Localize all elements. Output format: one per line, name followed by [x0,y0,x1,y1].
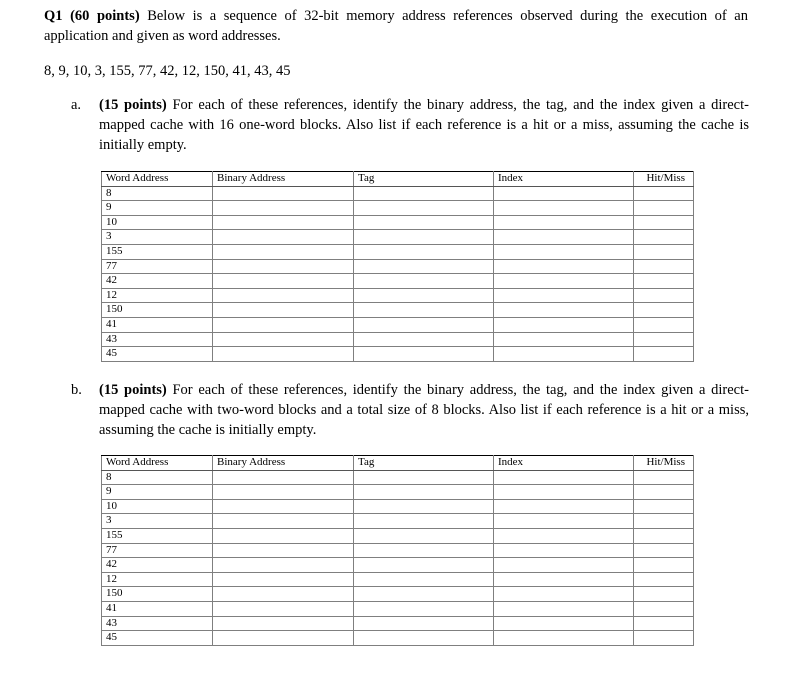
cell-index[interactable] [494,543,634,558]
cell-word-address: 10 [102,215,213,230]
cell-hit-miss[interactable] [634,572,694,587]
cell-index[interactable] [494,303,634,318]
cell-index[interactable] [494,230,634,245]
cell-word-address: 45 [102,631,213,646]
cell-tag[interactable] [354,631,494,646]
cell-index[interactable] [494,244,634,259]
table-row [102,587,694,602]
cell-tag[interactable] [354,201,494,216]
cell-binary-address[interactable] [213,332,354,347]
part-b-text [99,380,749,440]
cell-tag[interactable] [354,616,494,631]
table-row [102,244,694,259]
cell-word-address: 155 [102,528,213,543]
cell-tag[interactable] [354,230,494,245]
cell-word-address: 12 [102,572,213,587]
cell-hit-miss[interactable] [634,244,694,259]
header-word-address: Word Address [102,172,213,187]
cell-binary-address[interactable] [213,274,354,289]
cell-hit-miss[interactable] [634,514,694,529]
header-hit-miss: Hit/Miss [634,172,694,187]
cell-hit-miss[interactable] [634,616,694,631]
cell-binary-address[interactable] [213,201,354,216]
cell-word-address: 3 [102,514,213,529]
cell-binary-address[interactable] [213,347,354,362]
cache-table-a [101,171,694,362]
part-a-points: (15 points) [99,97,167,113]
cell-word-address: 9 [102,485,213,500]
cell-word-address: 77 [102,543,213,558]
cell-binary-address[interactable] [213,616,354,631]
cell-tag[interactable] [354,288,494,303]
cell-tag[interactable] [354,244,494,259]
cell-hit-miss[interactable] [634,601,694,616]
cell-index[interactable] [494,616,634,631]
cell-word-address: 42 [102,558,213,573]
part-a-description: For each of these references, identify the binary address, the tag, and the index given a direct-mapped cache with 16 one-word blocks. Also list if each reference is a hit or a miss, assuming the cache is initially empty. [99,97,749,153]
table-row [102,616,694,631]
part-a-text [99,95,749,155]
cell-word-address: 12 [102,288,213,303]
cell-word-address: 10 [102,499,213,514]
header-hit-miss: Hit/Miss [634,456,694,471]
cell-tag[interactable] [354,186,494,201]
cell-word-address: 155 [102,244,213,259]
cell-hit-miss[interactable] [634,543,694,558]
table-row [102,514,694,529]
part-b-description: For each of these references, identify the binary address, the tag, and the index given a direct-mapped cache with two-word blocks and a total size of 8 blocks. Also list if each reference is a hit or a miss, assuming the cache is initially empty. [99,382,749,438]
cell-tag[interactable] [354,470,494,485]
cell-word-address: 8 [102,470,213,485]
cell-binary-address[interactable] [213,543,354,558]
cell-binary-address[interactable] [213,259,354,274]
cell-hit-miss[interactable] [634,201,694,216]
cell-index[interactable] [494,514,634,529]
question-text: Below is a sequence of 32-bit memory address references observed during the execution of an application and given as word addresses. [44,8,748,44]
cell-hit-miss[interactable] [634,332,694,347]
cell-index[interactable] [494,587,634,602]
cell-word-address: 43 [102,332,213,347]
header-binary-address: Binary Address [213,172,354,187]
cell-hit-miss[interactable] [634,631,694,646]
cell-hit-miss[interactable] [634,274,694,289]
cell-hit-miss[interactable] [634,499,694,514]
cell-hit-miss[interactable] [634,259,694,274]
cell-word-address: 150 [102,587,213,602]
cell-binary-address[interactable] [213,470,354,485]
cell-binary-address[interactable] [213,514,354,529]
cell-tag[interactable] [354,303,494,318]
cell-hit-miss[interactable] [634,317,694,332]
cell-tag[interactable] [354,499,494,514]
table-row [102,332,694,347]
table-row [102,470,694,485]
cell-index[interactable] [494,499,634,514]
table-row [102,572,694,587]
cell-hit-miss[interactable] [634,528,694,543]
cell-binary-address[interactable] [213,601,354,616]
cell-binary-address[interactable] [213,558,354,573]
header-word-address: Word Address [102,456,213,471]
cell-binary-address[interactable] [213,186,354,201]
question-label: Q1 (60 points) [44,8,140,24]
cell-word-address: 43 [102,616,213,631]
cell-word-address: 41 [102,601,213,616]
cell-tag[interactable] [354,274,494,289]
table-row [102,543,694,558]
cell-binary-address[interactable] [213,499,354,514]
cell-binary-address[interactable] [213,303,354,318]
cell-index[interactable] [494,347,634,362]
table-row [102,317,694,332]
table-row [102,558,694,573]
table-row [102,528,694,543]
table-header-row [102,456,694,471]
cell-binary-address[interactable] [213,230,354,245]
cell-index[interactable] [494,317,634,332]
cell-index[interactable] [494,558,634,573]
cell-hit-miss[interactable] [634,186,694,201]
cell-binary-address[interactable] [213,215,354,230]
cell-tag[interactable] [354,215,494,230]
cell-tag[interactable] [354,332,494,347]
cell-binary-address[interactable] [213,528,354,543]
cell-index[interactable] [494,572,634,587]
table-row [102,215,694,230]
cell-hit-miss[interactable] [634,587,694,602]
question-prompt [44,6,748,46]
header-index: Index [494,456,634,471]
table-row [102,259,694,274]
cell-tag[interactable] [354,317,494,332]
cell-index[interactable] [494,186,634,201]
table-row [102,230,694,245]
cell-tag[interactable] [354,558,494,573]
cell-hit-miss[interactable] [634,485,694,500]
cell-index[interactable] [494,288,634,303]
cell-tag[interactable] [354,543,494,558]
cell-tag[interactable] [354,514,494,529]
table-row [102,186,694,201]
cell-binary-address[interactable] [213,244,354,259]
cell-word-address: 150 [102,303,213,318]
cell-index[interactable] [494,470,634,485]
table-header-row [102,172,694,187]
cell-tag[interactable] [354,259,494,274]
cell-index[interactable] [494,601,634,616]
address-sequence: 8, 9, 10, 3, 155, 77, 42, 12, 150, 41, 43, 45 [44,63,291,79]
cell-word-address: 42 [102,274,213,289]
cell-tag[interactable] [354,347,494,362]
table-row [102,288,694,303]
cell-index[interactable] [494,332,634,347]
table-row [102,347,694,362]
part-b-marker: b. [71,382,82,398]
cell-tag[interactable] [354,587,494,602]
table-row [102,201,694,216]
cell-word-address: 77 [102,259,213,274]
cell-index[interactable] [494,259,634,274]
cell-hit-miss[interactable] [634,215,694,230]
table-row [102,303,694,318]
header-tag: Tag [354,456,494,471]
cell-tag[interactable] [354,601,494,616]
cell-hit-miss[interactable] [634,470,694,485]
cell-binary-address[interactable] [213,587,354,602]
cell-binary-address[interactable] [213,485,354,500]
cell-index[interactable] [494,631,634,646]
header-binary-address: Binary Address [213,456,354,471]
part-a-marker: a. [71,97,82,113]
cell-index[interactable] [494,485,634,500]
cell-tag[interactable] [354,528,494,543]
part-b-points: (15 points) [99,382,167,398]
table-row [102,274,694,289]
cell-word-address: 41 [102,317,213,332]
cell-binary-address[interactable] [213,631,354,646]
table-row [102,631,694,646]
cache-table-b [101,455,694,646]
cell-word-address: 3 [102,230,213,245]
table-row [102,601,694,616]
cell-index[interactable] [494,528,634,543]
cell-hit-miss[interactable] [634,288,694,303]
cell-hit-miss[interactable] [634,230,694,245]
cell-hit-miss[interactable] [634,558,694,573]
table-row [102,499,694,514]
cell-tag[interactable] [354,485,494,500]
cell-binary-address[interactable] [213,288,354,303]
cell-binary-address[interactable] [213,572,354,587]
cell-hit-miss[interactable] [634,347,694,362]
header-index: Index [494,172,634,187]
cell-word-address: 9 [102,201,213,216]
cell-tag[interactable] [354,572,494,587]
cell-index[interactable] [494,274,634,289]
cell-index[interactable] [494,201,634,216]
table-row [102,485,694,500]
cell-hit-miss[interactable] [634,303,694,318]
cell-word-address: 45 [102,347,213,362]
cell-binary-address[interactable] [213,317,354,332]
cell-word-address: 8 [102,186,213,201]
cell-index[interactable] [494,215,634,230]
header-tag: Tag [354,172,494,187]
